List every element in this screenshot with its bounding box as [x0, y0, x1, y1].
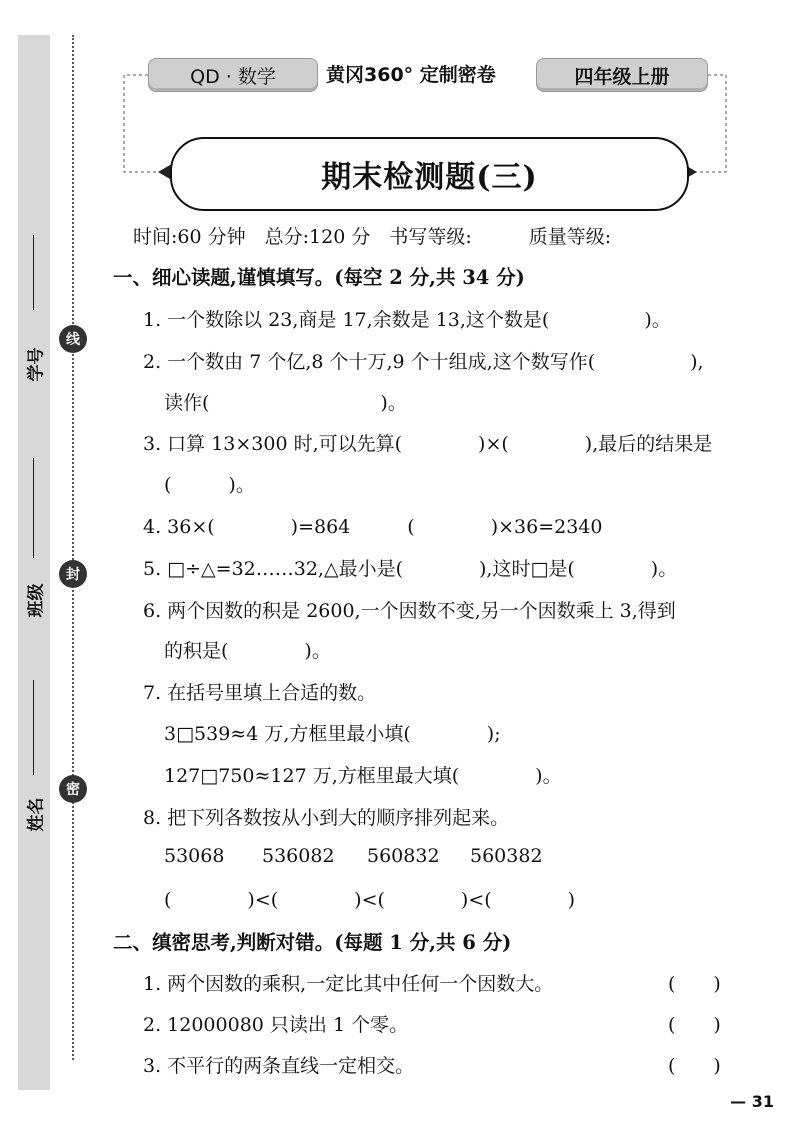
judge-answer-2: ( ) [668, 1014, 721, 1036]
cut-mark-line: 线 [59, 325, 87, 353]
cut-mark-secret: 密 [59, 775, 87, 803]
header [148, 58, 708, 92]
student-id-label: 学号 [26, 347, 47, 382]
judge-answer-1: ( ) [668, 973, 721, 995]
question-2-cont: 读作( )。 [164, 392, 407, 414]
question-2: 2. 一个数由 7 个亿,8 个十万,9 个十组成,这个数写作( ), [143, 351, 704, 373]
q8-number-1: 53068 [164, 845, 225, 867]
cut-mark-seal: 封 [59, 560, 87, 588]
question-5: 5. □÷△=32……32,△最小是( ),这时□是( )。 [143, 558, 678, 580]
class-label: 班级 [26, 583, 47, 618]
question-7a: 3□539≈4 万,方框里最小填( ); [164, 723, 501, 745]
student-id-blank [33, 235, 34, 310]
judge-item-1: 1. 两个因数的乘积,一定比其中任何一个因数大。 [143, 973, 554, 995]
section1-heading: 一、细心读题,谨慎填写。(每空 2 分,共 34 分) [113, 266, 525, 289]
subject-pill: QD · 数学 [148, 58, 318, 92]
question-6-cont: 的积是( )。 [164, 640, 331, 662]
name-label: 姓名 [26, 797, 47, 832]
question-4: 4. 36×( )=864 ( )×36=2340 [143, 516, 603, 538]
q8-answer-order: ( )<( )<( )<( ) [164, 889, 576, 911]
judge-item-2: 2. 12000080 只读出 1 个零。 [143, 1014, 409, 1036]
question-1: 1. 一个数除以 23,商是 17,余数是 13,这个数是( )。 [143, 309, 671, 331]
page-number: — 31 [730, 1092, 774, 1111]
section2-heading: 二、缜密思考,判断对错。(每题 1 分,共 6 分) [113, 931, 512, 954]
question-3-cont: ( )。 [164, 474, 255, 496]
info-line: 时间:60 分钟 总分:120 分 书写等级: 质量等级: [133, 226, 612, 248]
question-8: 8. 把下列各数按从小到大的顺序排列起来。 [143, 807, 510, 829]
judge-answer-3: ( ) [668, 1055, 721, 1077]
q8-number-3: 560832 [367, 845, 440, 867]
name-blank [33, 680, 34, 775]
class-blank [33, 458, 34, 558]
title-banner [170, 137, 689, 211]
question-7b: 127□750≈127 万,方框里最大填( )。 [164, 765, 562, 787]
question-6: 6. 两个因数的积是 2600,一个因数不变,另一个因数乘上 3,得到 [143, 600, 676, 622]
question-7: 7. 在括号里填上合适的数。 [143, 682, 377, 704]
page-title: 期末检测题(三) [321, 160, 538, 195]
question-3: 3. 口算 13×300 时,可以先算( )×( ),最后的结果是 [143, 433, 713, 455]
judge-item-3: 3. 不平行的两条直线一定相交。 [143, 1055, 415, 1077]
brand-text: 黄冈360° 定制密卷 [326, 64, 496, 86]
q8-number-2: 536082 [262, 845, 335, 867]
q8-number-4: 560382 [470, 845, 543, 867]
grade-pill: 四年级上册 [536, 58, 708, 92]
